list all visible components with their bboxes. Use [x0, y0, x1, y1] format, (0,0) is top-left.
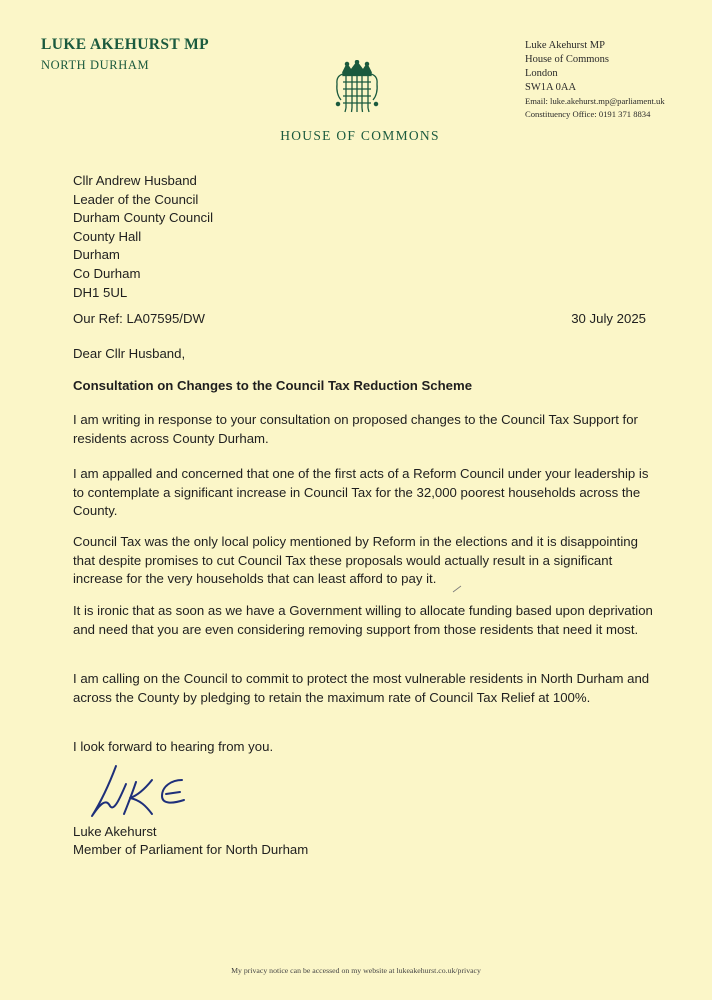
- contact-email: Email: luke.akehurst.mp@parliament.uk: [525, 96, 665, 106]
- contact-line1: House of Commons: [525, 54, 609, 65]
- house-of-commons-heading: HOUSE OF COMMONS: [280, 128, 440, 143]
- mp-constituency: NORTH DURHAM: [41, 58, 150, 72]
- address-line: Durham County Council: [73, 210, 213, 226]
- subject-heading: Consultation on Changes to the Council Tax Reduction Scheme: [73, 378, 473, 393]
- address-line: County Hall: [73, 228, 142, 244]
- reference: Our Ref: LA07595/DW: [73, 311, 205, 326]
- contact-line2: London: [525, 68, 558, 79]
- signatory-title: Member of Parliament for North Durham: [73, 842, 309, 857]
- address-line: DH1 5UL: [73, 284, 128, 300]
- pen-mark: [452, 585, 462, 593]
- privacy-footer: My privacy notice can be accessed on my website at lukeakehurst.co.uk/privacy: [231, 966, 481, 975]
- closing-paragraph: I look forward to hearing from you.: [73, 739, 274, 754]
- recipient-address: [73, 172, 213, 302]
- address-line: Cllr Andrew Husband: [73, 173, 197, 188]
- handwritten-signature: [86, 760, 196, 822]
- contact-office: Constituency Office: 0191 371 8834: [525, 109, 651, 119]
- portcullis-icon: [333, 60, 381, 114]
- address-line: Leader of the Council: [73, 191, 199, 207]
- contact-name: Luke Akehurst MP: [525, 40, 605, 51]
- mp-name: LUKE AKEHURST MP: [41, 36, 210, 53]
- address-line: Durham: [73, 247, 120, 263]
- address-line: Co Durham: [73, 265, 141, 281]
- body-paragraph: I am appalled and concerned that one of the first acts of a Reform Council under your leadership is to contemplate a significant increase in Council Tax for the 32,000 poorest households across the County.: [73, 466, 649, 518]
- letter-date: 30 July 2025: [571, 311, 646, 326]
- signatory-name: Luke Akehurst: [73, 824, 157, 839]
- contact-block: [525, 39, 665, 121]
- contact-postcode: SW1A 0AA: [525, 82, 577, 93]
- salutation: Dear Cllr Husband,: [73, 346, 186, 361]
- body-paragraph: I am calling on the Council to commit to protect the most vulnerable residents in North Durham and across the County by pledging to retain the maximum rate of Council Tax Relief at 100%.: [73, 671, 650, 705]
- body-paragraph: Council Tax was the only local policy mentioned by Reform in the elections and it is disappointing that despite promises to cut Council Tax these proposals would actually result in a significant increase for the very households that can least afford to pay it.: [73, 534, 638, 586]
- body-paragraph: It is ironic that as soon as we have a Government willing to allocate funding based upon deprivation and need that you are even considering removing support from those residents that need it most.: [73, 603, 653, 637]
- body-paragraph: I am writing in response to your consultation on proposed changes to the Council Tax Support for residents across County Durham.: [73, 412, 638, 446]
